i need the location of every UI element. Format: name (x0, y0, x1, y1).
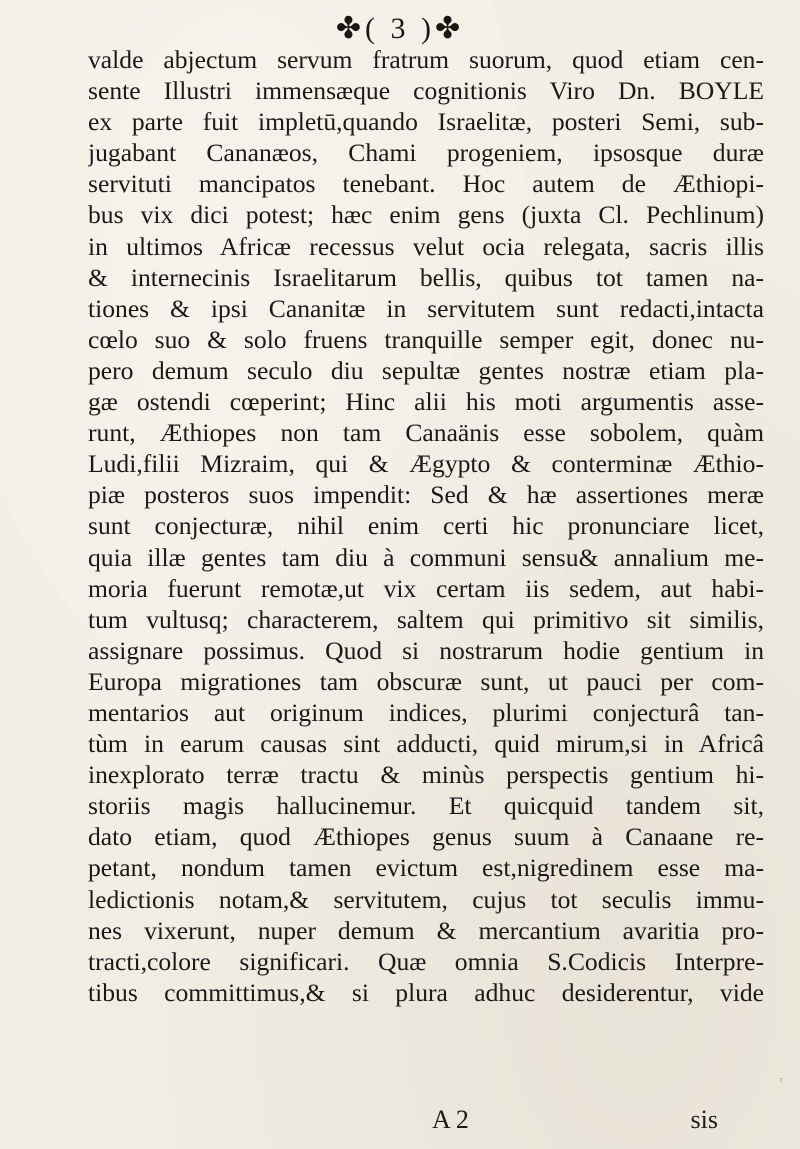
text-line: Ludi,filii Mizraim, qui & Ægypto & conterminæ Æthio- (88, 449, 764, 479)
text-line: piæ posteros suos impendit: Sed & hæ assertiones meræ (88, 480, 764, 510)
text-line: mentarios aut originum indices, plurimi conjecturâ tan- (88, 697, 764, 727)
text-line: cœlo suo & solo fruens tranquille semper egit, donec nu- (88, 324, 764, 354)
text-line: tùm in earum causas sint adducti, quid mirum,si in Africâ (88, 729, 764, 759)
text-line: dato etiam, quod Æthiopes genus suum à Canaane re- (88, 822, 764, 852)
text-line: moria fuerunt remotæ,ut vix certam iis sedem, aut habi- (88, 573, 764, 603)
text-line: sunt conjecturæ, nihil enim certi hic pronunciare licet, (88, 511, 764, 541)
text-line: tracti,colore significari. Quæ omnia S.Codicis Interpre- (88, 946, 764, 976)
text-line: storiis magis hallucinemur. Et quicquid tandem sit, (88, 791, 764, 821)
text-line: quia illæ gentes tam diu à communi sensu& annalium me- (88, 542, 764, 572)
text-line: assignare possimus. Quod si nostrarum hodie gentium in (88, 635, 764, 665)
text-line: valde abjectum servum fratrum suorum, quod etiam cen- (88, 45, 764, 74)
body-text (88, 44, 764, 1008)
text-line: bus vix dici potest; hæc enim gens (juxta Cl. Pechlinum) (88, 200, 764, 230)
text-line: tum vultusq; characterem, saltem qui primitivo sit similis, (88, 604, 764, 634)
text-line: ledictionis notam,& servitutem, cujus tot seculis immu- (88, 884, 764, 914)
text-line: jugabant Cananæos, Chami progeniem, ipsosque duræ (88, 138, 764, 168)
text-line: nes vixerunt, nuper demum & mercantium avaritia pro- (88, 915, 764, 945)
page-number-header: ✤( 3 )✤ (335, 12, 465, 45)
text-line: inexplorato terræ tractu & minùs perspectis gentium hi- (88, 760, 764, 790)
text-line: sente Illustri immensæque cognitionis Viro Dn. BOYLE (88, 76, 764, 106)
text-line: gæ ostendi cœperint; Hinc alii his moti argumentis asse- (88, 387, 764, 417)
text-line: ex parte fuit impletū,quando Israelitæ, posteri Semi, sub- (88, 107, 764, 137)
footer-line (88, 1104, 764, 1136)
text-line: servituti mancipatos tenebant. Hoc autem de Æthiopi- (88, 169, 764, 199)
text-line: pero demum seculo diu sepultæ gentes nostræ etiam pla- (88, 355, 764, 385)
text-line: Europa migrationes tam obscuræ sunt, ut pauci per com- (88, 666, 764, 696)
text-line: tibus committimus,& si plura adhuc desiderentur, vide (88, 977, 764, 1007)
signature-mark: A 2 (432, 1105, 469, 1134)
catchword: sis (690, 1105, 718, 1134)
text-line: runt, Æthiopes non tam Canaänis esse sobolem, quàm (88, 418, 764, 448)
text-line: petant, nondum tamen evictum est,nigredinem esse ma- (88, 853, 764, 883)
text-line: & internecinis Israelitarum bellis, quibus tot tamen na- (88, 262, 764, 292)
margin-mark: ʳ (780, 1074, 783, 1088)
text-line: in ultimos Africæ recessus velut ocia relegata, sacris illis (88, 231, 764, 261)
text-line: tiones & ipsi Cananitæ in servitutem sunt redacti,intacta (88, 293, 764, 323)
